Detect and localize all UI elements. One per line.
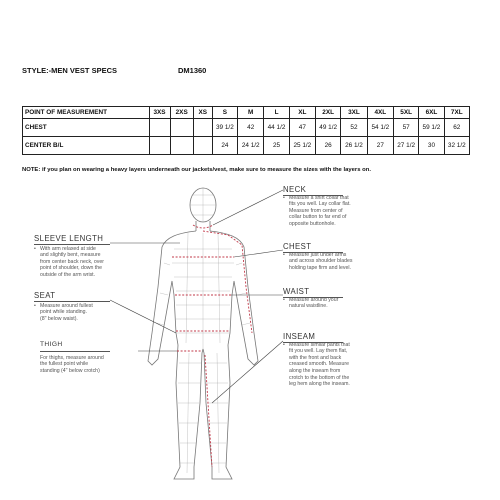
table-cell: 24 xyxy=(212,137,237,155)
table-cell xyxy=(149,137,170,155)
sleeve-length-title: SLEEVE LENGTH xyxy=(34,234,104,243)
thigh-text-line: For thighs, measure around xyxy=(40,354,104,361)
inseam-text-line: crotch to the bottom of the xyxy=(289,374,350,381)
table-row xyxy=(23,137,470,155)
column-header: 4XL xyxy=(367,107,393,119)
neck-bullet: • xyxy=(283,194,285,201)
table-cell: 59 1/2 xyxy=(419,119,444,137)
column-header: 2XS xyxy=(170,107,193,119)
table-cell: 52 xyxy=(341,119,367,137)
table-cell xyxy=(193,137,212,155)
inseam-bullet: • xyxy=(283,341,285,348)
chest-text-line: Measure just under arms xyxy=(289,251,347,258)
inseam-text-line: Measure similar pants that xyxy=(289,341,350,348)
size-spec-table xyxy=(22,106,470,155)
seat-bullet: • xyxy=(34,302,36,309)
column-header: M xyxy=(238,107,264,119)
inseam-text-line: creased smooth. Measure xyxy=(289,361,349,368)
waist-text-line: Measure around your xyxy=(289,296,339,303)
column-header: 5XL xyxy=(394,107,419,119)
table-cell: 27 xyxy=(367,137,393,155)
mannequin-wireframe xyxy=(156,188,250,473)
neck-text-line: fits you well. Lay collar flat. xyxy=(289,201,351,208)
neck-text-line: Measure a shirt collar that xyxy=(289,194,349,201)
table-cell: 54 1/2 xyxy=(367,119,393,137)
neck-callout xyxy=(283,187,351,228)
table-cell: 57 xyxy=(394,119,419,137)
inseam-text-line: leg hem along the inseam. xyxy=(289,381,350,388)
seat-text-line: Measure around fullest xyxy=(40,302,93,309)
inseam-underline xyxy=(283,342,343,343)
chest-callout xyxy=(283,244,352,271)
inseam-text-line: with the front and back xyxy=(289,354,342,361)
thigh-text-line: the fullest point while xyxy=(40,361,89,368)
table-header-row xyxy=(23,107,470,119)
inseam-title: INSEAM xyxy=(283,332,316,341)
neck-text-line: opposite buttonhole. xyxy=(289,220,336,227)
thigh-underline xyxy=(40,351,110,352)
table-cell: 25 1/2 xyxy=(289,137,315,155)
inseam-measure-line xyxy=(205,355,212,467)
table-cell: 27 1/2 xyxy=(394,137,419,155)
waist-text-line: natural waistline. xyxy=(289,303,328,310)
seat-text-line: (8" below waist). xyxy=(40,315,78,322)
table-row xyxy=(23,119,470,137)
table-cell: 62 xyxy=(444,119,469,137)
table-cell: 39 1/2 xyxy=(212,119,237,137)
row-label: CHEST xyxy=(23,119,150,137)
table-cell: 32 1/2 xyxy=(444,137,469,155)
column-header: 7XL xyxy=(444,107,469,119)
table-cell xyxy=(170,137,193,155)
thigh-callout xyxy=(40,342,104,374)
measurement-lines xyxy=(172,225,252,467)
sleeve-measure-line xyxy=(203,231,252,333)
waist-underline xyxy=(283,297,343,298)
table-cell xyxy=(170,119,193,137)
column-header: XL xyxy=(289,107,315,119)
sleeve-length-text-line: With arm relaxed at side xyxy=(40,245,96,252)
waist-callout xyxy=(283,289,338,310)
table-cell: 25 xyxy=(264,137,289,155)
column-header: S xyxy=(212,107,237,119)
thigh-text-line: standing (4" below crotch) xyxy=(40,367,100,374)
column-header: L xyxy=(264,107,289,119)
style-code: DM1360 xyxy=(178,66,207,75)
column-header: XS xyxy=(193,107,212,119)
table-cell xyxy=(193,119,212,137)
neck-text-line: Measure from center of xyxy=(289,207,343,214)
style-title: STYLE:-MEN VEST SPECS xyxy=(22,66,118,75)
sleeve-length-text-line: and slightly bent, measure xyxy=(40,252,101,259)
seat-callout xyxy=(34,293,93,322)
table-cell xyxy=(149,119,170,137)
sleeve-length-underline xyxy=(34,244,110,245)
waist-bullet: • xyxy=(283,296,285,303)
column-header: 3XL xyxy=(341,107,367,119)
thigh-title: THIGH xyxy=(40,341,63,348)
sleeve-length-text-line: from center back neck, over xyxy=(40,258,105,265)
inseam-text-line: along the inseam from xyxy=(289,367,341,374)
seat-underline xyxy=(34,301,110,302)
table-cell: 26 1/2 xyxy=(341,137,367,155)
sleeve-length-callout xyxy=(34,236,104,279)
chest-underline xyxy=(283,252,343,253)
layering-note: NOTE: if you plan on wearing a heavy layers underneath our jackets/vest, make sure to measure the sizes with the layers on. xyxy=(22,167,371,173)
seat-title: SEAT xyxy=(34,291,56,300)
column-header: 6XL xyxy=(419,107,444,119)
neck-underline xyxy=(283,195,343,196)
table-cell: 44 1/2 xyxy=(264,119,289,137)
table-cell: 49 1/2 xyxy=(316,119,341,137)
neck-text-line: collar button to far end of xyxy=(289,214,347,221)
column-header: 2XL xyxy=(316,107,341,119)
sleeve-length-text-line: point of shoulder, down the xyxy=(40,265,103,272)
row-label: CENTER B/L xyxy=(23,137,150,155)
table-cell: 30 xyxy=(419,137,444,155)
seat-text-line: point while standing. xyxy=(40,309,88,316)
chest-title: CHEST xyxy=(283,242,312,251)
column-header: 3XS xyxy=(149,107,170,119)
table-cell: 42 xyxy=(238,119,264,137)
table-cell: 47 xyxy=(289,119,315,137)
chest-text-line: and across shoulder blades xyxy=(289,258,353,265)
column-header: POINT OF MEASUREMENT xyxy=(23,107,150,119)
callout-leaders xyxy=(110,190,283,403)
body-measurement-figure xyxy=(108,183,298,485)
sleeve-length-bullet: • xyxy=(34,245,36,252)
table-cell: 24 1/2 xyxy=(238,137,264,155)
chest-bullet: • xyxy=(283,251,285,258)
table-cell: 26 xyxy=(316,137,341,155)
chest-text-line: holding tape firm and level. xyxy=(289,264,351,271)
sleeve-length-text-line: outside of the arm wrist. xyxy=(40,271,96,278)
inseam-text-line: fit you well. Lay them flat, xyxy=(289,348,348,355)
neck-title: NECK xyxy=(283,185,307,194)
waist-title: WAIST xyxy=(283,287,310,296)
